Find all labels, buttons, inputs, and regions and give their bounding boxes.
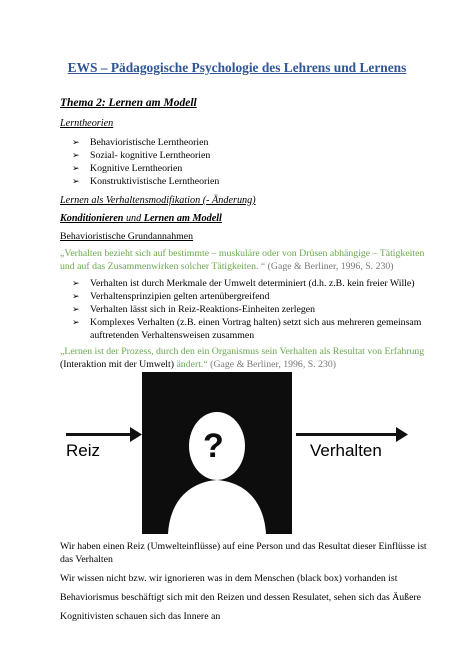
quote2-line2 (60, 358, 336, 372)
arrow-bullet-icon: ➢ (72, 291, 80, 301)
left-arrow-head (130, 427, 142, 442)
quote2-text-green: ändert.“ (174, 359, 208, 370)
paragraph-1-line1: Wir haben einen Reiz (Umwelteinflüsse) auf eine Person und das Resultat dieser Einflüsse ist (60, 541, 427, 552)
list-item: Komplexes Verhalten (z.B. einen Vortrag halten) setzt sich aus mehreren gemeinsam (90, 317, 422, 328)
verhalten-label: Verhalten (310, 441, 382, 460)
right-arrow-shaft (296, 433, 400, 436)
arrow-bullet-icon: ➢ (72, 304, 80, 314)
list-item: Verhalten ist durch Merkmale der Umwelt determiniert (d.h. z.B. kein freier Wille) (90, 278, 415, 289)
konditionieren-heading (60, 213, 222, 224)
list-item: Sozial- kognitive Lerntheorien (90, 150, 211, 161)
arrow-bullet-icon: ➢ (72, 163, 80, 173)
verhaltensmodifikation-heading: Lernen als Verhaltensmodifikation (- Änderung) (60, 195, 256, 206)
quote1-text: und auf das Zusammenwirken solcher Tätigkeiten. “ (60, 261, 266, 272)
list-item: Behavioristische Lerntheorien (90, 137, 209, 148)
list-item: Konstruktivistische Lerntheorien (90, 176, 220, 187)
black-box-figure (60, 372, 414, 534)
quote2-line1: „Lernen ist der Prozess, durch den ein Organismus sein Verhalten als Resultat von Erfahrung (60, 346, 425, 357)
konditionieren-label: Konditionieren (60, 213, 124, 224)
section-heading: Thema 2: Lernen am Modell (60, 97, 197, 109)
paragraph-1-line2: das Verhalten (60, 554, 113, 565)
paragraph-2: Wir wissen nicht bzw. wir ignorieren was in dem Menschen (black box) vorhanden ist (60, 573, 398, 584)
arrow-bullet-icon: ➢ (72, 137, 80, 147)
quote2-text-black: (Interaktion mit der Umwelt) (60, 359, 174, 370)
reiz-label: Reiz (66, 441, 101, 460)
list-item: Verhalten lässt sich in Reiz-Reaktions-Einheiten zerlegen (90, 304, 315, 315)
left-arrow-shaft (66, 433, 134, 436)
paragraph-4: Kognitivisten schauen sich das Innere an (60, 611, 221, 622)
arrow-bullet-icon: ➢ (72, 150, 80, 160)
lernen-am-modell-label: Lernen am Modell (143, 213, 222, 224)
quote1-citation: (Gage & Berliner, 1996, S. 230) (265, 261, 394, 272)
quote1-line2 (60, 260, 394, 274)
quote2-citation: (Gage & Berliner, 1996, S. 230) (207, 359, 337, 370)
lerntheorien-heading: Lerntheorien (60, 118, 114, 129)
right-arrow-head (396, 427, 408, 442)
und-label: und (123, 213, 144, 224)
arrow-bullet-icon: ➢ (72, 317, 80, 327)
list-item-continuation: auftretenden Verhaltensweisen zusammen (90, 330, 255, 341)
paragraph-3: Behaviorismus beschäftigt sich mit den Reizen und dessen Resulatet, sehen sich das Äußere (60, 592, 422, 603)
arrow-bullet-icon: ➢ (72, 176, 80, 186)
question-mark-icon: ? (203, 427, 224, 465)
quote1-line1: „Verhalten bezieht sich auf bestimmte – muskuläre oder von Drüsen abhängige – Tätigkeiten (60, 248, 425, 259)
document-title: EWS – Pädagogische Psychologie des Lehrens und Lernens (67, 60, 407, 75)
arrow-bullet-icon: ➢ (72, 278, 80, 288)
list-item: Kognitive Lerntheorien (90, 163, 183, 174)
grundannahmen-heading: Behavioristische Grundannahmen (60, 231, 194, 242)
list-item: Verhaltensprinzipien gelten artenübergreifend (90, 291, 270, 302)
